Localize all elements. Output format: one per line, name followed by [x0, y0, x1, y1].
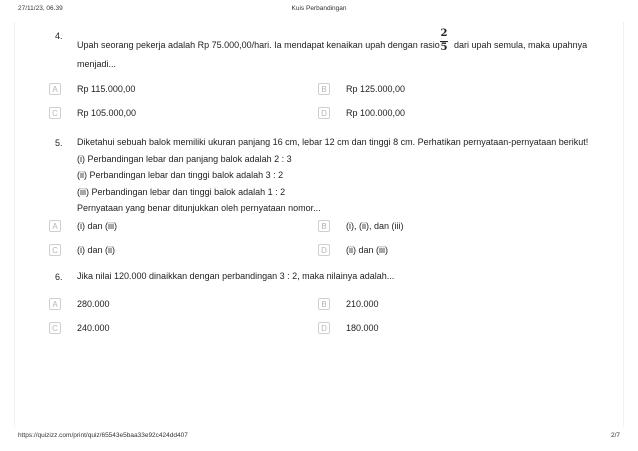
option-b-text[interactable]: 210.000 — [346, 299, 379, 309]
option-c-box[interactable]: C — [49, 107, 61, 119]
option-a-box[interactable]: A — [49, 298, 61, 310]
option-b-box[interactable]: B — [318, 220, 330, 232]
option-d-text[interactable]: 180.000 — [346, 323, 379, 333]
page-border-left — [14, 22, 15, 427]
option-b-text[interactable]: (i), (ii), dan (iii) — [346, 221, 404, 231]
question-text-continued: dari upah semula, maka upahnya — [454, 40, 588, 50]
question-text: Upah seorang pekerja adalah Rp 75.000,00/hari. Ia mendapat kenaikan upah dengan rasio — [77, 40, 440, 50]
option-d-box[interactable]: D — [318, 244, 330, 256]
page-number: 2/7 — [610, 432, 620, 439]
option-c-box[interactable]: C — [49, 244, 61, 256]
option-a-text[interactable]: Rp 115.000,00 — [77, 84, 136, 94]
page-url: https://quizizz.com/print/quiz/65543e5baa33e92c424dd407 — [18, 432, 188, 439]
option-c-text[interactable]: (i) dan (ii) — [77, 245, 116, 255]
question-number: 5. — [55, 138, 63, 148]
option-a-box[interactable]: A — [49, 83, 61, 95]
option-d-box[interactable]: D — [318, 107, 330, 119]
option-a-text[interactable]: 280.000 — [77, 299, 110, 309]
question-text: Jika nilai 120.000 dinaikkan dengan perbandingan 3 : 2, maka nilainya adalah... — [77, 271, 395, 281]
question-line: (ii) Perbandingan lebar dan tinggi balok adalah 3 : 2 — [77, 170, 284, 180]
option-b-box[interactable]: B — [318, 83, 330, 95]
option-b-text[interactable]: Rp 125.000,00 — [346, 84, 406, 94]
question-line: Diketahui sebuah balok memiliki ukuran panjang 16 cm, lebar 12 cm dan tinggi 8 cm. Perhatikan pernyataan-pernyataan berikut! — [77, 137, 589, 147]
question-number: 4. — [55, 31, 63, 41]
question-text-line2: menjadi... — [77, 59, 117, 69]
fraction — [440, 29, 448, 53]
option-d-text[interactable]: Rp 100.000,00 — [346, 108, 406, 118]
option-d-text[interactable]: (ii) dan (iii) — [346, 245, 389, 255]
option-a-text[interactable]: (i) dan (iii) — [77, 221, 118, 231]
option-c-box[interactable]: C — [49, 322, 61, 334]
question-line: (iii) Perbandingan lebar dan tinggi balok adalah 1 : 2 — [77, 186, 286, 197]
page-border-right — [623, 22, 624, 427]
fraction-denominator: 5 — [440, 42, 448, 53]
option-c-text[interactable]: 240.000 — [77, 323, 110, 333]
question-text-block — [77, 134, 588, 217]
fraction-numerator: 2 — [440, 28, 448, 39]
option-b-box[interactable]: B — [318, 298, 330, 310]
question-line: (i) Perbandingan lebar dan panjang balok adalah 2 : 3 — [77, 153, 292, 164]
question-line: Pernyataan yang benar ditunjukkan oleh pernyataan nomor... — [77, 203, 321, 213]
question-number: 6. — [55, 272, 63, 282]
option-c-text[interactable]: Rp 105.000,00 — [77, 108, 137, 118]
page-title: Kuis Perbandingan — [291, 5, 347, 12]
option-d-box[interactable]: D — [318, 322, 330, 334]
option-a-box[interactable]: A — [49, 220, 61, 232]
print-date: 27/11/23, 06.39 — [18, 5, 63, 12]
